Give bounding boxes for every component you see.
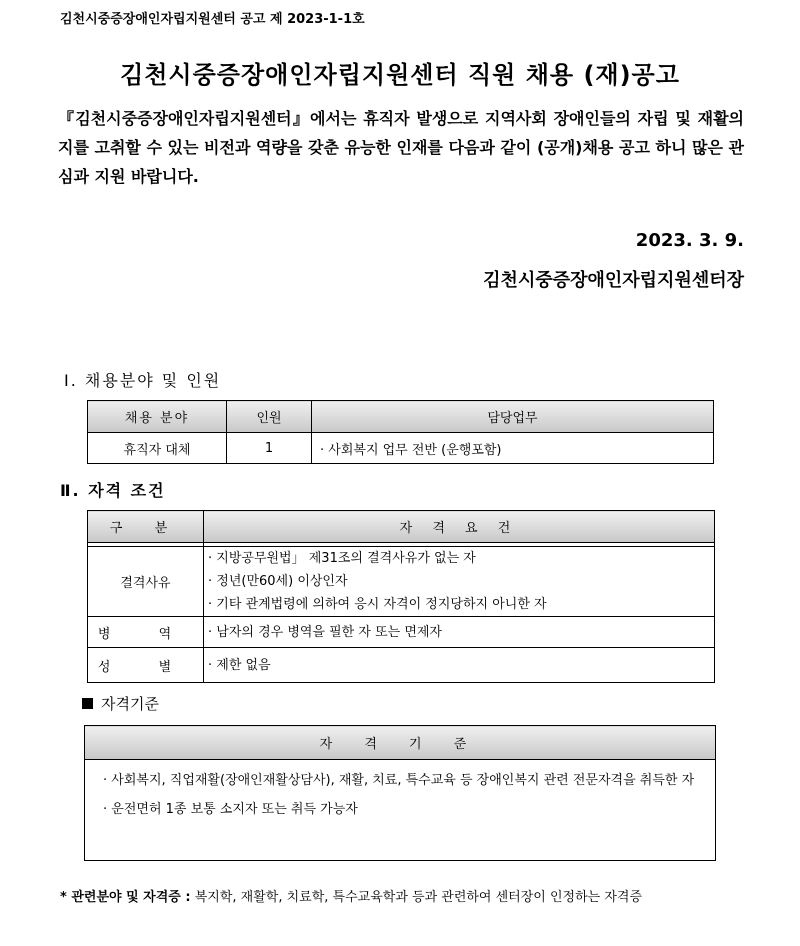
column-header: 담당업무 (312, 401, 714, 433)
table-header-row (85, 726, 716, 760)
table-row (88, 648, 715, 683)
table-header-row (88, 401, 714, 433)
intro-paragraph: 『김천시중증장애인자립지원센터』에서는 휴직자 발생으로 지역사회 장애인들의 자립 및 재활의지를 고취할 수 있는 비전과 역량을 갖춘 유능한 인재를 다음과 같이 (공개)채용 공고 하니 많은 관심과 지원 바랍니다. (58, 109, 744, 186)
table-cell (204, 617, 715, 648)
list-item: · 사회복지, 직업재활(장애인재활상담사), 재활, 치료, 특수교육 등 장애인복지 관련 전문자격을 취득한 자 (103, 773, 695, 788)
column-header: 자 격 요 건 (204, 511, 715, 543)
table-cell: · 사회복지 업무 전반 (운행포함) (312, 433, 714, 464)
table-cell: 결격사유 (88, 547, 204, 617)
criteria-table (84, 725, 716, 861)
table-row (88, 547, 715, 617)
table-cell (204, 547, 715, 617)
announcement-date: 2023. 3. 9. (635, 230, 744, 251)
table-cell: 병 역 (88, 617, 204, 648)
table-cell (204, 648, 715, 683)
list-item: · 운전면허 1종 보통 소지자 또는 취득 가능자 (103, 802, 358, 817)
table-cell: 성 별 (88, 648, 204, 683)
list-item: · 남자의 경우 병역을 필한 자 또는 면제자 (208, 624, 442, 640)
column-header: 구 분 (88, 511, 204, 543)
table-cell: 휴직자 대체 (88, 433, 227, 464)
table-cell: 1 (227, 433, 312, 464)
document-number: 김천시중증장애인자립지원센터 공고 제 2023-1-1호 (60, 12, 365, 27)
footnote (60, 886, 748, 910)
table-row (88, 433, 714, 464)
square-bullet-icon (82, 698, 93, 709)
table-row (88, 617, 715, 648)
table-row (85, 760, 716, 861)
criteria-heading-text: 자격기준 (101, 695, 159, 713)
table-header-row (88, 511, 715, 543)
footnote-label: * 관련분야 및 자격증 : (60, 890, 191, 905)
column-header: 인원 (227, 401, 312, 433)
criteria-heading (82, 693, 159, 714)
qualification-table (87, 510, 715, 683)
list-item: · 정년(만60세) 이상인자 (208, 574, 348, 589)
organization-head: 김천시중증장애인자립지원센터장 (483, 270, 744, 291)
table-cell (85, 760, 716, 861)
recruitment-table (87, 400, 714, 464)
page-title: 김천시중증장애인자립지원센터 직원 채용 (재)공고 (120, 61, 680, 89)
section2-heading: Ⅱ. 자격 조건 (60, 481, 166, 500)
list-item: · 기타 관계법령에 의하여 응시 자격이 정지당하지 아니한 자 (208, 597, 547, 612)
section1-heading: Ⅰ. 채용분야 및 인원 (64, 371, 222, 390)
list-item: · 지방공무원법」 제31조의 결격사유가 없는 자 (208, 551, 476, 566)
column-header: 자 격 기 준 (85, 726, 716, 760)
list-item: · 제한 없음 (208, 657, 271, 673)
footnote-text: 복지학, 재활학, 치료학, 특수교육학과 등과 관련하여 센터장이 인정하는 자격증 (190, 890, 643, 905)
column-header: 채용 분야 (88, 401, 227, 433)
